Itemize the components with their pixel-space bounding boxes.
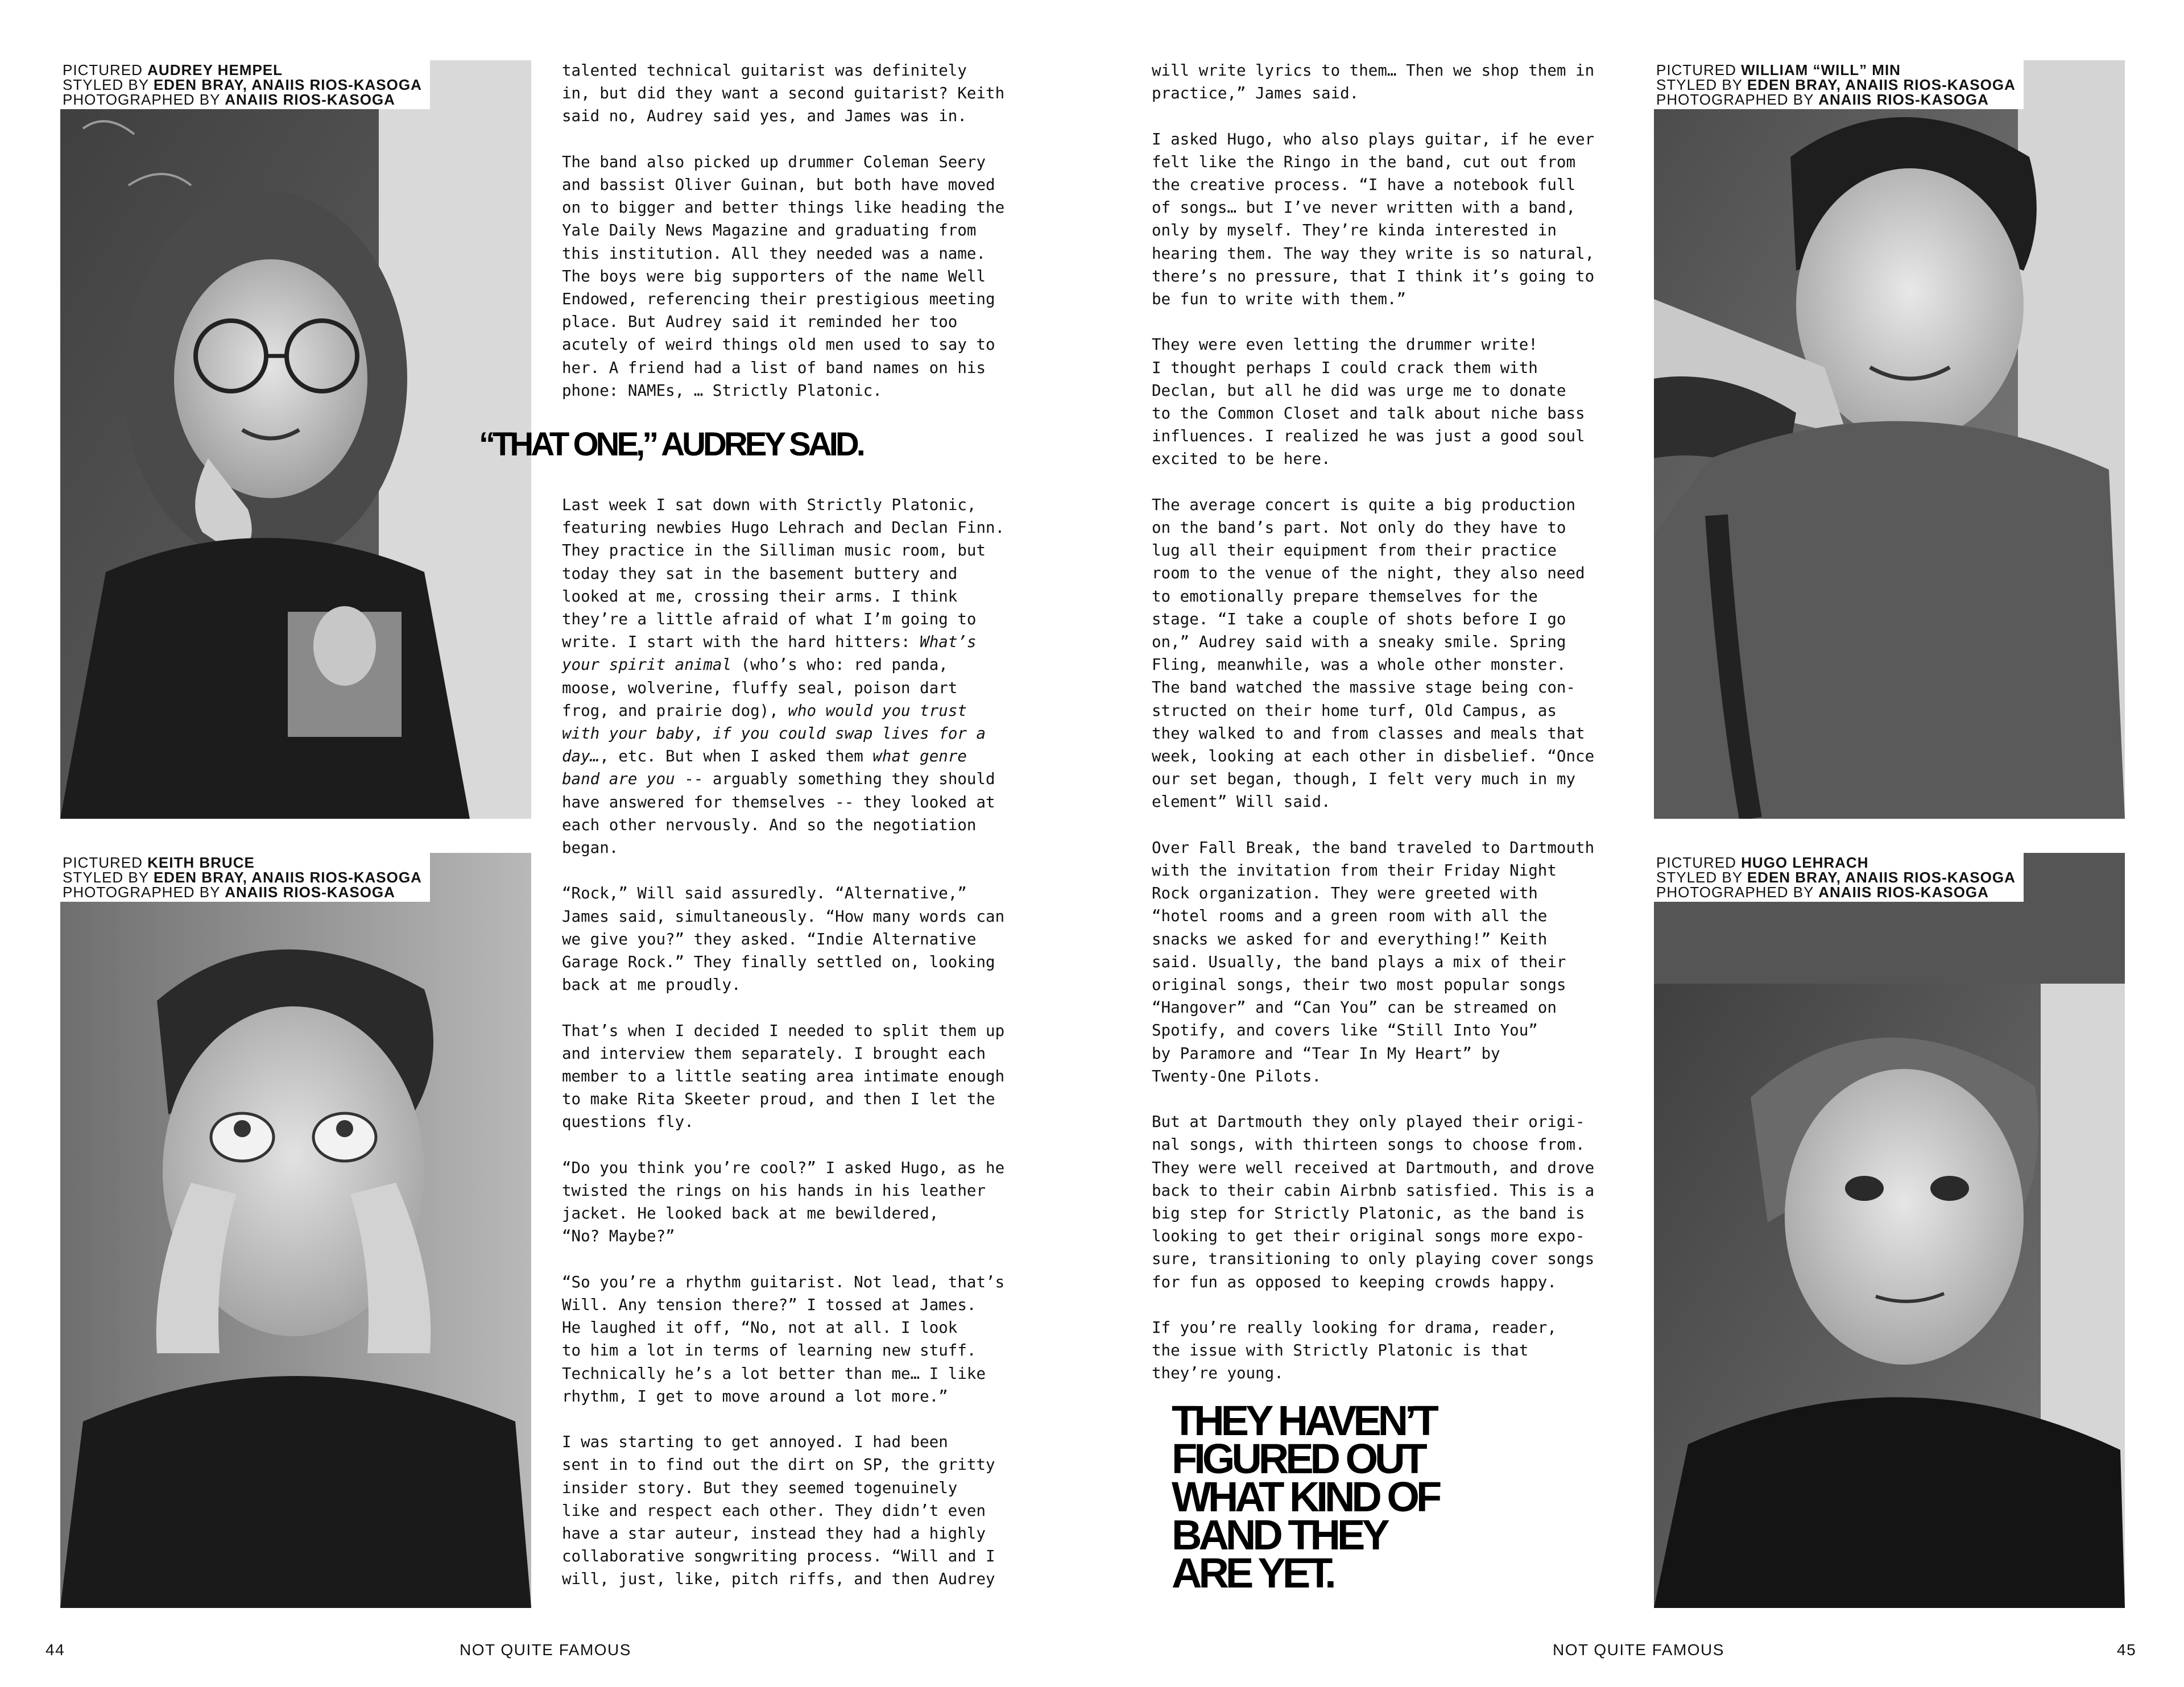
- styled-names: EDEN BRAY, ANAIIS RIOS-KASOGA: [153, 869, 422, 886]
- styled-label: STYLED BY: [1656, 76, 1743, 93]
- photo-credit-hugo: [1654, 853, 2024, 902]
- body-paragraph: I asked Hugo, who also plays guitar, if he ever felt like the Ringo in the band, cut out from the creative process. “I have a notebook full of songs… but I’ve never written with a band, only by myself. They’re kinda interested in hearing them. The way they write is so natural, there’s no pressure, that I think it’s going to be fun to write with them.”: [1152, 130, 1595, 309]
- photo-will-image: [1654, 60, 2125, 819]
- body-paragraph: The band also picked up drummer Coleman Seery and bassist Oliver Guinan, but both have moved on to bigger and better things like heading the Yale Daily News Magazine and graduating from this institution. All they needed was a name. The boys were big supporters of the name Well Endowed, referencing their prestigious meeting place. But Audrey said it reminded her too acutely of weird things old men used to say to her. A friend had a list of band names on his phone: NAMEs, … Strictly Platonic.: [562, 152, 1005, 400]
- photo-audrey-image: [60, 60, 531, 819]
- photographer-label: PHOTOGRAPHED BY: [63, 91, 220, 108]
- body-text: (who’s who: red panda, moose, wolverine, fluffy seal, poison dart frog, and prairie dog),: [562, 656, 958, 720]
- body-text: ,: [693, 724, 713, 743]
- body-text-italic: if you could swap lives for a day…: [562, 724, 986, 766]
- photo-keith-bruce: [60, 853, 531, 1608]
- photo-audrey-hempel: [60, 60, 531, 819]
- body-paragraph: “Rock,” Will said assuredly. “Alternative,” James said, simultaneously. “How many words can we give you?” they asked. “Indie Alternative Garage Rock.” They finally settled on, looking back at me proudly.: [562, 884, 1005, 994]
- photo-credit-keith: [60, 853, 430, 902]
- styled-names: EDEN BRAY, ANAIIS RIOS-KASOGA: [153, 76, 422, 93]
- body-text: , etc. But when I asked them: [599, 747, 873, 766]
- body-paragraph: talented technical guitarist was definitely in, but did they want a second guitarist? Keith said no, Audrey said yes, and James was in.: [562, 61, 1005, 126]
- photographer-name: ANAIIS RIOS-KASOGA: [225, 884, 395, 901]
- body-text-italic: what genre band are you: [562, 747, 967, 789]
- body-paragraph: will write lyrics to them… Then we shop them in practice,” James said.: [1152, 61, 1595, 103]
- body-paragraph: I was starting to get annoyed. I had been sent in to find out the dirt on SP, the gritty insider story. But they seemed togenuinely like and respect each other. They didn’t even have a star auteur, instead they had a highly collaborative songwriting process. “Will and I will, just, like, pitch riffs, and then Audrey: [562, 1433, 995, 1589]
- left-column-bottom: [562, 494, 1034, 1614]
- styled-label: STYLED BY: [1656, 869, 1743, 886]
- body-paragraph: Over Fall Break, the band traveled to Dartmouth with the invitation from their Friday Night Rock organization. They were greeted with “hotel rooms and a green room with all the snacks we asked for and everything!” Keith said. Usually, the band plays a mix of their original songs, their two most popular songs “Hangover” and “Can You” can be streamed on Spotify, and covers like “Still Into You” by Paramore and “Tear In My Heart” by Twenty-One Pilots.: [1152, 838, 1595, 1085]
- styled-label: STYLED BY: [63, 869, 149, 886]
- pull-quote-that-one: “THAT ONE,” AUDREY SAID.: [479, 426, 863, 463]
- body-paragraph: The average concert is quite a big production on the band’s part. Not only do they have to lug all their equipment from their practice room to the venue of the night, they also need to emotionally prepare themselves for the stage. “I take a couple of shots before I go on,” Audrey said with a sneaky smile. Spring Fling, meanwhile, was a whole other monster. The band watched the massive stage being con- structed on their home turf, Old Campus, as they walked to and from classes and meals that week, looking at each other in disbelief. “Once our set began, though, I felt very much in my element” Will said.: [1152, 495, 1595, 811]
- page-number-right: 45: [2117, 1641, 2137, 1659]
- body-paragraph-interview-intro: [562, 494, 1034, 859]
- body-paragraph: That’s when I decided I needed to split them up and interview them separately. I brought each member to a little seating area intimate enough to make Rita Skeeter proud, and then I let the questions fly.: [562, 1021, 1005, 1131]
- left-column-top: [562, 59, 1034, 425]
- photo-william-min: [1654, 60, 2125, 819]
- body-paragraph: “Do you think you’re cool?” I asked Hugo, as he twisted the rings on his hands in his leather jacket. He looked back at me bewildered, “No? Maybe?”: [562, 1158, 1005, 1246]
- styled-names: EDEN BRAY, ANAIIS RIOS-KASOGA: [1747, 869, 2016, 886]
- photographer-label: PHOTOGRAPHED BY: [1656, 91, 1814, 108]
- body-text-italic: who would you trust with your baby: [562, 701, 967, 743]
- body-paragraph: They were even letting the drummer write! I thought perhaps I could crack them with Declan, but all he did was urge me to donate to the Common Closet and talk about niche bass influences. I realized he was just a good soul excited to be here.: [1152, 335, 1585, 469]
- right-column: [1152, 59, 1635, 1408]
- pictured-name: AUDREY HEMPEL: [147, 61, 283, 78]
- running-title-right: NOT QUITE FAMOUS: [1553, 1641, 1724, 1659]
- body-paragraph: “So you’re a rhythm guitarist. Not lead, that’s Will. Any tension there?” I tossed at James. He laughed it off, “No, not at all. I look to him a lot in terms of learning new stuff. Technically he’s a lot better than me… I like rhythm, I get to move around a lot more.”: [562, 1272, 1005, 1406]
- pictured-name: KEITH BRUCE: [147, 854, 255, 871]
- photographer-label: PHOTOGRAPHED BY: [1656, 884, 1814, 901]
- photo-hugo-image: [1654, 853, 2125, 1608]
- pictured-name: WILLIAM “WILL” MIN: [1741, 61, 1901, 78]
- photographer-name: ANAIIS RIOS-KASOGA: [1818, 91, 1989, 108]
- pictured-label: PICTURED: [1656, 61, 1736, 78]
- photographer-name: ANAIIS RIOS-KASOGA: [225, 91, 395, 108]
- styled-names: EDEN BRAY, ANAIIS RIOS-KASOGA: [1747, 76, 2016, 93]
- body-text: -- arguably something they should have answered for themselves -- they looked at each other nervously. And so the negotiation began.: [562, 770, 995, 857]
- pull-quote-they-havent: THEY HAVEN’T FIGURED OUT WHAT KIND OF BAND THEY ARE YET.: [1172, 1397, 1439, 1597]
- photo-credit-will: [1654, 60, 2024, 109]
- pictured-name: HUGO LEHRACH: [1741, 854, 1869, 871]
- body-paragraph: But at Dartmouth they only played their origi- nal songs, with thirteen songs to choose from. They were well received at Dartmouth, and drove back to their cabin Airbnb satisfied. This is a big step for Strictly Platonic, as the band is looking to get their original songs more expo- sure, transitioning to only playing cover songs for fun as opposed to keeping crowds happy.: [1152, 1113, 1595, 1291]
- photographer-label: PHOTOGRAPHED BY: [63, 884, 220, 901]
- pictured-label: PICTURED: [63, 61, 143, 78]
- photo-credit-audrey: [60, 60, 430, 109]
- body-paragraph: If you’re really looking for drama, reader, the issue with Strictly Platonic is that they’re young.: [1152, 1319, 1557, 1383]
- body-text-italic: What’s your spirit animal: [562, 633, 977, 674]
- styled-label: STYLED BY: [63, 76, 149, 93]
- running-title-left: NOT QUITE FAMOUS: [460, 1641, 631, 1659]
- pictured-label: PICTURED: [1656, 854, 1736, 871]
- photographer-name: ANAIIS RIOS-KASOGA: [1818, 884, 1989, 901]
- page-number-left: 44: [46, 1641, 65, 1659]
- photo-keith-image: [60, 853, 531, 1608]
- body-text: Last week I sat down with Strictly Platonic, featuring newbies Hugo Lehrach and Declan Finn. They practice in the Silliman music room, but today they sat in the basement buttery and looked at me, crossing their arms. I think they’re a little afraid of what I’m going to write. I start with the hard hitters:: [562, 496, 1005, 652]
- photo-hugo-lehrach: [1654, 853, 2125, 1608]
- pictured-label: PICTURED: [63, 854, 143, 871]
